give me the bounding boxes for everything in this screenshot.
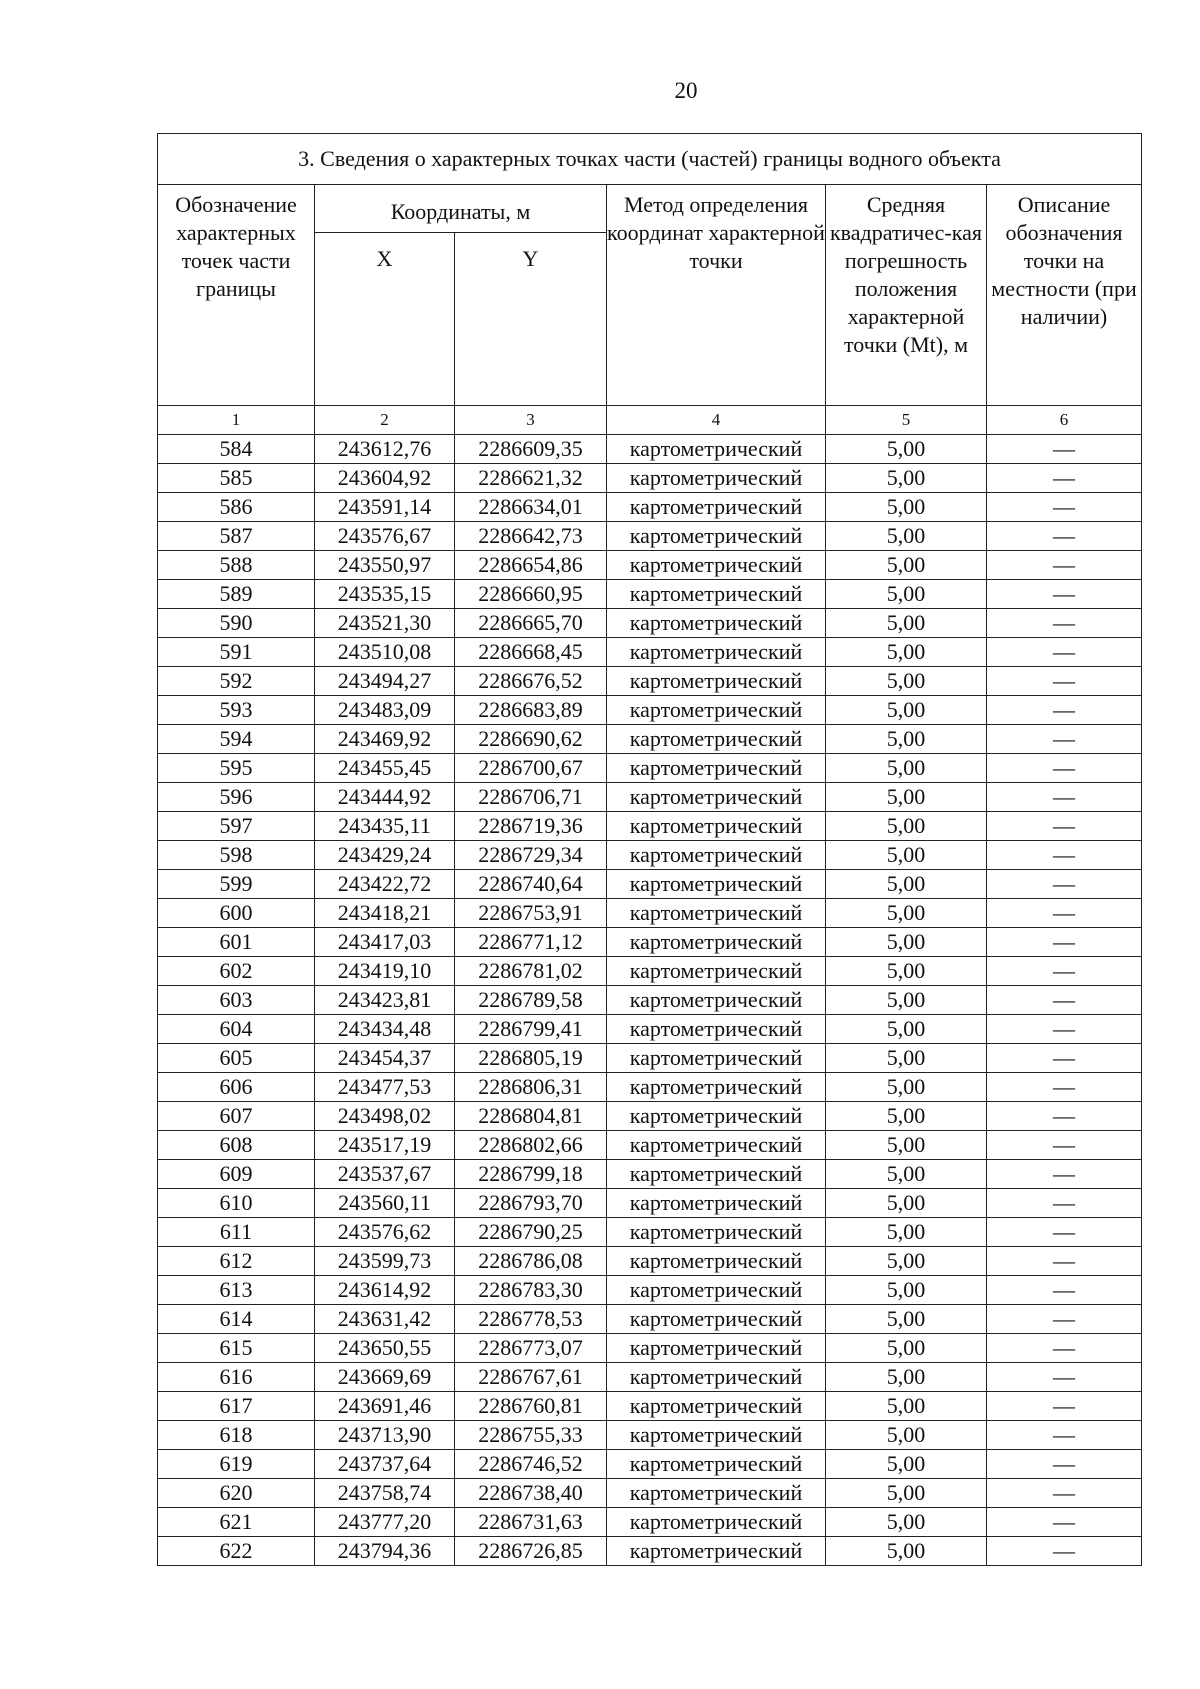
error-cell: 5,00 [826,1131,987,1160]
error-cell: 5,00 [826,493,987,522]
y-coordinate-cell: 2286799,41 [455,1015,607,1044]
x-coordinate-cell: 243550,97 [315,551,455,580]
description-cell: — [987,435,1142,464]
point-id-cell: 617 [158,1392,315,1421]
y-coordinate-cell: 2286683,89 [455,696,607,725]
table-row [158,1363,1142,1392]
x-coordinate-cell: 243713,90 [315,1421,455,1450]
point-id-cell: 613 [158,1276,315,1305]
x-coordinate-cell: 243423,81 [315,986,455,1015]
error-cell: 5,00 [826,899,987,928]
point-id-cell: 603 [158,986,315,1015]
error-cell: 5,00 [826,1479,987,1508]
description-cell: — [987,1102,1142,1131]
table-title-row [158,134,1142,185]
description-cell: — [987,754,1142,783]
method-cell: картометрический [607,1421,826,1450]
table-row [158,667,1142,696]
point-id-cell: 614 [158,1305,315,1334]
description-cell: — [987,986,1142,1015]
error-cell: 5,00 [826,1102,987,1131]
y-coordinate-cell: 2286726,85 [455,1537,607,1566]
method-cell: картометрический [607,609,826,638]
y-coordinate-cell: 2286790,25 [455,1218,607,1247]
x-coordinate-cell: 243576,62 [315,1218,455,1247]
table-row [158,1508,1142,1537]
x-coordinate-cell: 243535,15 [315,580,455,609]
point-id-cell: 587 [158,522,315,551]
point-id-cell: 620 [158,1479,315,1508]
description-cell: — [987,1218,1142,1247]
table-row [158,696,1142,725]
x-coordinate-cell: 243418,21 [315,899,455,928]
y-coordinate-cell: 2286781,02 [455,957,607,986]
description-cell: — [987,1015,1142,1044]
column-number: 1 [158,406,315,435]
point-id-cell: 585 [158,464,315,493]
y-coordinate-cell: 2286753,91 [455,899,607,928]
y-coordinate-cell: 2286719,36 [455,812,607,841]
method-cell: картометрический [607,899,826,928]
point-id-cell: 621 [158,1508,315,1537]
point-id-cell: 609 [158,1160,315,1189]
table-row [158,1334,1142,1363]
description-cell: — [987,1450,1142,1479]
point-id-cell: 595 [158,754,315,783]
x-coordinate-cell: 243537,67 [315,1160,455,1189]
method-cell: картометрический [607,696,826,725]
column-number: 6 [987,406,1142,435]
method-cell: картометрический [607,1073,826,1102]
method-cell: картометрический [607,464,826,493]
x-coordinate-cell: 243591,14 [315,493,455,522]
table-row [158,1276,1142,1305]
x-coordinate-cell: 243444,92 [315,783,455,812]
point-id-cell: 599 [158,870,315,899]
x-coordinate-cell: 243604,92 [315,464,455,493]
method-cell: картометрический [607,522,826,551]
point-id-cell: 588 [158,551,315,580]
method-cell: картометрический [607,1189,826,1218]
point-id-cell: 616 [158,1363,315,1392]
error-cell: 5,00 [826,1334,987,1363]
table-row [158,493,1142,522]
method-cell: картометрический [607,986,826,1015]
error-cell: 5,00 [826,1189,987,1218]
y-coordinate-cell: 2286621,32 [455,464,607,493]
error-cell: 5,00 [826,1392,987,1421]
y-coordinate-cell: 2286729,34 [455,841,607,870]
method-cell: картометрический [607,1334,826,1363]
error-cell: 5,00 [826,870,987,899]
error-cell: 5,00 [826,1015,987,1044]
table-row [158,957,1142,986]
x-coordinate-cell: 243612,76 [315,435,455,464]
point-id-cell: 607 [158,1102,315,1131]
method-cell: картометрический [607,1537,826,1566]
table-row [158,725,1142,754]
error-cell: 5,00 [826,609,987,638]
y-coordinate-cell: 2286804,81 [455,1102,607,1131]
x-coordinate-cell: 243417,03 [315,928,455,957]
x-coordinate-cell: 243758,74 [315,1479,455,1508]
method-cell: картометрический [607,1392,826,1421]
header-coordinates: Координаты, м [315,185,607,233]
error-cell: 5,00 [826,812,987,841]
x-coordinate-cell: 243631,42 [315,1305,455,1334]
description-cell: — [987,1363,1142,1392]
method-cell: картометрический [607,638,826,667]
table-row [158,928,1142,957]
table-row [158,1218,1142,1247]
x-coordinate-cell: 243521,30 [315,609,455,638]
x-coordinate-cell: 243435,11 [315,812,455,841]
table-row [158,1189,1142,1218]
error-cell: 5,00 [826,1450,987,1479]
point-id-cell: 619 [158,1450,315,1479]
header-designation: Обозначение характерных точек части границы [158,185,315,406]
x-coordinate-cell: 243599,73 [315,1247,455,1276]
point-id-cell: 591 [158,638,315,667]
table-row [158,841,1142,870]
y-coordinate-cell: 2286676,52 [455,667,607,696]
y-coordinate-cell: 2286634,01 [455,493,607,522]
x-coordinate-cell: 243498,02 [315,1102,455,1131]
error-cell: 5,00 [826,1508,987,1537]
error-cell: 5,00 [826,667,987,696]
y-coordinate-cell: 2286806,31 [455,1073,607,1102]
header-y: Y [455,233,607,406]
error-cell: 5,00 [826,957,987,986]
x-coordinate-cell: 243614,92 [315,1276,455,1305]
table-row [158,1479,1142,1508]
x-coordinate-cell: 243691,46 [315,1392,455,1421]
method-cell: картометрический [607,1015,826,1044]
y-coordinate-cell: 2286700,67 [455,754,607,783]
table-row [158,1131,1142,1160]
error-cell: 5,00 [826,551,987,580]
y-coordinate-cell: 2286660,95 [455,580,607,609]
column-number: 2 [315,406,455,435]
method-cell: картометрический [607,1479,826,1508]
description-cell: — [987,1189,1142,1218]
error-cell: 5,00 [826,696,987,725]
x-coordinate-cell: 243794,36 [315,1537,455,1566]
y-coordinate-cell: 2286731,63 [455,1508,607,1537]
table-row [158,1102,1142,1131]
description-cell: — [987,1392,1142,1421]
table-row [158,1421,1142,1450]
method-cell: картометрический [607,1102,826,1131]
point-id-cell: 612 [158,1247,315,1276]
description-cell: — [987,1131,1142,1160]
description-cell: — [987,870,1142,899]
method-cell: картометрический [607,1508,826,1537]
description-cell: — [987,899,1142,928]
description-cell: — [987,1421,1142,1450]
y-coordinate-cell: 2286755,33 [455,1421,607,1450]
table-row [158,435,1142,464]
method-cell: картометрический [607,551,826,580]
point-id-cell: 615 [158,1334,315,1363]
error-cell: 5,00 [826,580,987,609]
error-cell: 5,00 [826,928,987,957]
point-id-cell: 601 [158,928,315,957]
point-id-cell: 600 [158,899,315,928]
y-coordinate-cell: 2286799,18 [455,1160,607,1189]
y-coordinate-cell: 2286793,70 [455,1189,607,1218]
y-coordinate-cell: 2286668,45 [455,638,607,667]
y-coordinate-cell: 2286789,58 [455,986,607,1015]
y-coordinate-cell: 2286738,40 [455,1479,607,1508]
method-cell: картометрический [607,1276,826,1305]
page-number: 20 [674,78,698,103]
table-row [158,1015,1142,1044]
point-id-cell: 596 [158,783,315,812]
point-id-cell: 597 [158,812,315,841]
point-id-cell: 622 [158,1537,315,1566]
error-cell: 5,00 [826,1305,987,1334]
y-coordinate-cell: 2286690,62 [455,725,607,754]
error-cell: 5,00 [826,435,987,464]
error-cell: 5,00 [826,1160,987,1189]
description-cell: — [987,1160,1142,1189]
description-cell: — [987,1508,1142,1537]
method-cell: картометрический [607,957,826,986]
y-coordinate-cell: 2286609,35 [455,435,607,464]
header-description: Описание обозначения точки на местности (при наличии) [987,185,1142,406]
error-cell: 5,00 [826,1073,987,1102]
description-cell: — [987,812,1142,841]
header-method: Метод определения координат характерной точки [607,185,826,406]
table-row [158,783,1142,812]
table-row [158,551,1142,580]
description-cell: — [987,1305,1142,1334]
point-id-cell: 589 [158,580,315,609]
x-coordinate-cell: 243517,19 [315,1131,455,1160]
method-cell: картометрический [607,812,826,841]
description-cell: — [987,580,1142,609]
description-cell: — [987,464,1142,493]
method-cell: картометрический [607,580,826,609]
x-coordinate-cell: 243422,72 [315,870,455,899]
error-cell: 5,00 [826,1044,987,1073]
method-cell: картометрический [607,667,826,696]
method-cell: картометрический [607,1305,826,1334]
description-cell: — [987,609,1142,638]
table-row [158,870,1142,899]
point-id-cell: 602 [158,957,315,986]
description-cell: — [987,1479,1142,1508]
point-id-cell: 592 [158,667,315,696]
description-cell: — [987,928,1142,957]
table-row [158,899,1142,928]
point-id-cell: 598 [158,841,315,870]
table-title: 3. Сведения о характерных точках части (частей) границы водного объекта [158,134,1142,185]
table-row [158,1044,1142,1073]
error-cell: 5,00 [826,725,987,754]
column-number: 5 [826,406,987,435]
error-cell: 5,00 [826,1421,987,1450]
method-cell: картометрический [607,1218,826,1247]
error-cell: 5,00 [826,841,987,870]
description-cell: — [987,1334,1142,1363]
method-cell: картометрический [607,1044,826,1073]
x-coordinate-cell: 243429,24 [315,841,455,870]
point-id-cell: 608 [158,1131,315,1160]
x-coordinate-cell: 243494,27 [315,667,455,696]
description-cell: — [987,1276,1142,1305]
y-coordinate-cell: 2286767,61 [455,1363,607,1392]
error-cell: 5,00 [826,1363,987,1392]
point-id-cell: 606 [158,1073,315,1102]
table-row [158,812,1142,841]
description-cell: — [987,841,1142,870]
y-coordinate-cell: 2286665,70 [455,609,607,638]
x-coordinate-cell: 243454,37 [315,1044,455,1073]
error-cell: 5,00 [826,522,987,551]
description-cell: — [987,667,1142,696]
point-id-cell: 594 [158,725,315,754]
x-coordinate-cell: 243434,48 [315,1015,455,1044]
error-cell: 5,00 [826,1276,987,1305]
description-cell: — [987,1044,1142,1073]
y-coordinate-cell: 2286783,30 [455,1276,607,1305]
x-coordinate-cell: 243737,64 [315,1450,455,1479]
y-coordinate-cell: 2286746,52 [455,1450,607,1479]
point-id-cell: 584 [158,435,315,464]
table-row [158,580,1142,609]
point-id-cell: 590 [158,609,315,638]
description-cell: — [987,638,1142,667]
header-row [158,185,1142,233]
x-coordinate-cell: 243469,92 [315,725,455,754]
method-cell: картометрический [607,1247,826,1276]
boundary-points-table [157,133,1142,1566]
description-cell: — [987,725,1142,754]
error-cell: 5,00 [826,986,987,1015]
description-cell: — [987,696,1142,725]
y-coordinate-cell: 2286773,07 [455,1334,607,1363]
point-id-cell: 586 [158,493,315,522]
x-coordinate-cell: 243455,45 [315,754,455,783]
table-row [158,1160,1142,1189]
method-cell: картометрический [607,1450,826,1479]
method-cell: картометрический [607,725,826,754]
table-row [158,522,1142,551]
y-coordinate-cell: 2286778,53 [455,1305,607,1334]
table-row [158,1450,1142,1479]
method-cell: картометрический [607,1131,826,1160]
error-cell: 5,00 [826,464,987,493]
table-row [158,1392,1142,1421]
error-cell: 5,00 [826,754,987,783]
method-cell: картометрический [607,870,826,899]
y-coordinate-cell: 2286654,86 [455,551,607,580]
column-number-row [158,406,1142,435]
x-coordinate-cell: 243419,10 [315,957,455,986]
table-row [158,1537,1142,1566]
table-row [158,609,1142,638]
x-coordinate-cell: 243669,69 [315,1363,455,1392]
description-cell: — [987,493,1142,522]
table-row [158,638,1142,667]
method-cell: картометрический [607,928,826,957]
x-coordinate-cell: 243477,53 [315,1073,455,1102]
y-coordinate-cell: 2286805,19 [455,1044,607,1073]
error-cell: 5,00 [826,783,987,812]
x-coordinate-cell: 243560,11 [315,1189,455,1218]
method-cell: картометрический [607,493,826,522]
description-cell: — [987,522,1142,551]
error-cell: 5,00 [826,1537,987,1566]
method-cell: картометрический [607,1160,826,1189]
description-cell: — [987,957,1142,986]
column-number: 3 [455,406,607,435]
x-coordinate-cell: 243777,20 [315,1508,455,1537]
y-coordinate-cell: 2286740,64 [455,870,607,899]
table-row [158,1247,1142,1276]
table-row [158,1073,1142,1102]
method-cell: картометрический [607,783,826,812]
point-id-cell: 610 [158,1189,315,1218]
error-cell: 5,00 [826,1247,987,1276]
point-id-cell: 611 [158,1218,315,1247]
method-cell: картометрический [607,754,826,783]
header-error: Средняя квадратичес-кая погрешность положения характерной точки (Mt), м [826,185,987,406]
point-id-cell: 593 [158,696,315,725]
y-coordinate-cell: 2286786,08 [455,1247,607,1276]
y-coordinate-cell: 2286802,66 [455,1131,607,1160]
description-cell: — [987,1073,1142,1102]
error-cell: 5,00 [826,1218,987,1247]
method-cell: картометрический [607,435,826,464]
point-id-cell: 604 [158,1015,315,1044]
x-coordinate-cell: 243510,08 [315,638,455,667]
y-coordinate-cell: 2286642,73 [455,522,607,551]
table-row [158,1305,1142,1334]
description-cell: — [987,783,1142,812]
description-cell: — [987,551,1142,580]
y-coordinate-cell: 2286706,71 [455,783,607,812]
x-coordinate-cell: 243650,55 [315,1334,455,1363]
method-cell: картометрический [607,841,826,870]
header-x: X [315,233,455,406]
y-coordinate-cell: 2286760,81 [455,1392,607,1421]
description-cell: — [987,1247,1142,1276]
x-coordinate-cell: 243483,09 [315,696,455,725]
method-cell: картометрический [607,1363,826,1392]
y-coordinate-cell: 2286771,12 [455,928,607,957]
x-coordinate-cell: 243576,67 [315,522,455,551]
table-row [158,754,1142,783]
point-id-cell: 618 [158,1421,315,1450]
description-cell: — [987,1537,1142,1566]
error-cell: 5,00 [826,638,987,667]
table-row [158,986,1142,1015]
point-id-cell: 605 [158,1044,315,1073]
table-row [158,464,1142,493]
column-number: 4 [607,406,826,435]
